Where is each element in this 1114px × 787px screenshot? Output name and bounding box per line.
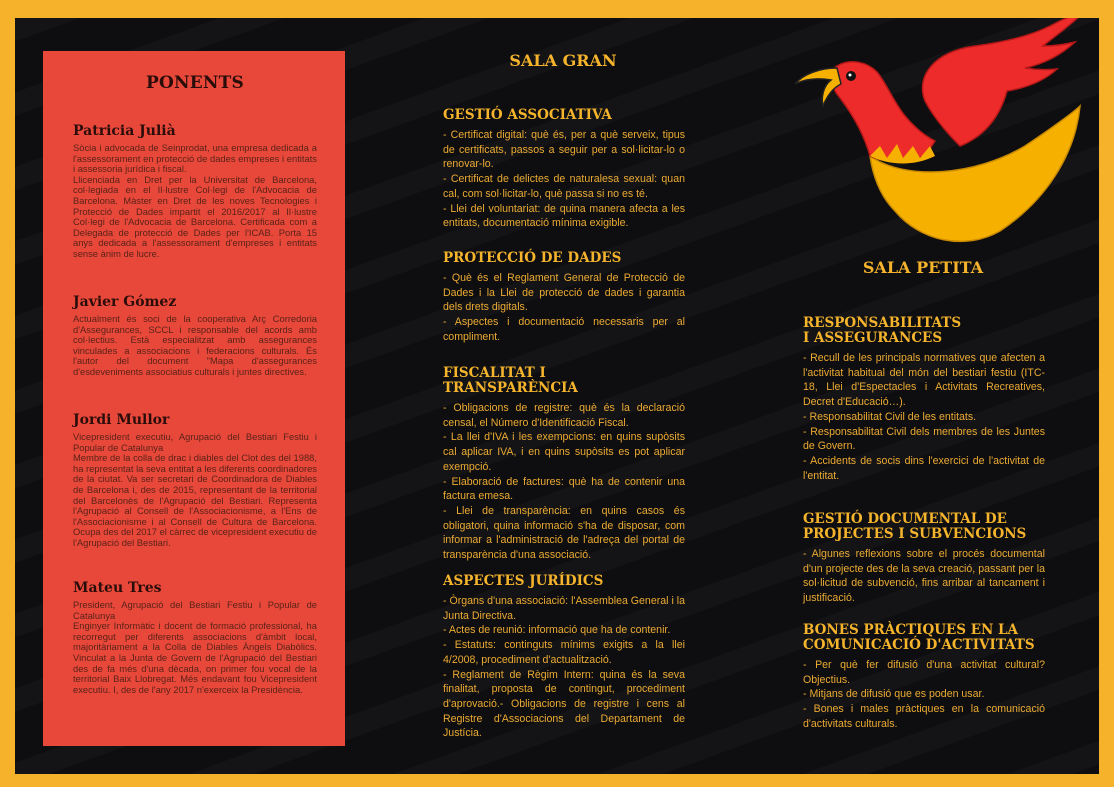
section-heading: PROTECCIÓ DE DADES (443, 250, 622, 266)
section-responsabilitats (803, 316, 1045, 483)
section-body: - Certificat digital: què és, per a què serveix, tipus de certificats, passos a seguir per a sol·licitar-lo o renovar-lo. - Certificat de delictes de naturalesa sexual: quan cal, com sol·licitar-lo, què passa si no es té. - Llei del voluntariat: de quina manera afecta a les entitats, documentació mínima exigible. (443, 129, 685, 230)
speaker-bio: Sòcia i advocada de Seinprodat, una empresa dedicada a l'assessorament en protecció de dades empreses i entitats i assessoria jurídica i fiscal. Llicenciada en Dret per la Universitat de Barcelona, col·legiada en el Il·lustre Col·legi de l'Advocacia de Barcelona. Màster en Dret de les noves Tecnologies i Protecció de Dades impartit el 2016/2017 al Il·lustre Col·legi de l'Advocacia de Barcelona. Certificada com a Delegada de protecció de Dades per l'ICAB. Porta 15 anys dedicada a l'assessorament d'empreses i entitats sense ànim de lucre. (73, 142, 317, 259)
section-body: - Obligacions de registre: què és la declaració censal, el Número d'Identificació Fiscal. - La llei d'IVA i les exempcions: en quins supòsits cal aplicar IVA, i en quins supòsits es pot aplicar exempció. - Elaboració de factures: què ha de contenir una factura emesa. - Llei de transparència: en quins casos és obligatori, quina informació s'ha de disposar, com informar a l'administració de l'adreça del portal de transparència d'una associació. (443, 402, 685, 562)
section-bones-practiques (803, 623, 1045, 732)
section-proteccio-dades (443, 251, 685, 345)
ponents-title: PONENTS (146, 73, 244, 93)
speaker-block (73, 123, 317, 260)
section-heading: ASPECTES JURÍDICS (443, 573, 604, 589)
sala-gran-title: SALA GRAN (509, 51, 617, 70)
ponents-panel (43, 51, 345, 746)
speaker-bio: Vicepresident executiu, Agrupació del Bestiari Festiu i Popular de Catalunya Membre de la colla de drac i diables del Clot des del 1988, ha representat la seva entitat a les diferents coordinadores de la ciutat. Va ser secretari de Coordinadora de Diables de Barcelona i, des de 2015, representant de la territorial del Barcelonès de l'Agrupació del Bestiari. Representa l'Agrupació al Consell de l'Associacionisme, a l'Ens de l'Associacionisme i al Consell de Cultura de Barcelona. Ocupa des del 2017 el càrrec de vicepresident executiu de l'Agrupació del Bestiari. (73, 431, 317, 548)
sala-petita-title: SALA PETITA (862, 258, 984, 277)
section-heading: GESTIÓ ASSOCIATIVA (443, 107, 612, 123)
speaker-name: Patricia Julià (73, 123, 176, 139)
section-body: - Per què fer difusió d'una activitat cultural? Objectius. - Mitjans de difusió que es poden usar. - Bones i males pràctiques en la comunicació d'activitats culturals. (803, 659, 1045, 730)
section-fiscalitat (443, 366, 685, 563)
speaker-block (73, 412, 317, 549)
brochure-sheet (15, 18, 1099, 774)
speaker-block (73, 294, 317, 378)
section-gestio-associativa (443, 108, 685, 231)
section-body: - Què és el Reglament General de Protecció de Dades i la Llei de protecció de dades i garantia dels drets digitals. - Aspectes i documentació necessaris per al compliment. (443, 272, 685, 343)
section-heading: RESPONSABILITATS I ASSEGURANCES (803, 315, 962, 346)
speaker-bio: President, Agrupació del Bestiari Festiu i Popular de Catalunya Enginyer Informàtic i docent de formació professional, ha recorregut per diferents associacions d'àmbit local, majoritàriament a la Colla de Diables Àngels Diabòlics. Vinculat a la Junta de Govern de l'Agrupació del Bestiari des de fa més d'una dècada, on primer fou vocal de la territorial Baix Llobregat. Més endavant fou Vicepresident executiu. I, des de l'any 2017 n'exerceix la Presidència. (73, 599, 317, 695)
section-body: - Òrgans d'una associació: l'Assemblea General i la Junta Directiva. - Actes de reunió: informació que ha de contenir. - Estatuts: continguts mínims exigits a la llei 4/2008, procediment d'actualització. - Reglament de Règim Intern: quina és la seva finalitat, proposta de contingut, procediment d'aprovació.- Obligacions de registre i cens al Registre d'Associacions del Departament de Justícia. (443, 595, 685, 740)
section-heading: BONES PRÀCTIQUES EN LA COMUNICACIÓ D'ACTIVITATS (803, 622, 1035, 653)
speaker-name: Mateu Tres (73, 580, 162, 596)
section-body: - Recull de les principals normatives que afecten a l'activitat habitual del món del bestiari festiu (ITC-18, Llei d'Espectacles i Activitats Recreatives, Decret d'Educació…). - Responsabilitat Civil de les entitats. - Responsabilitat Civil dels membres de les Juntes de Govern. - Accidents de socis dins l'exercici de l'activitat de l'entitat. (803, 352, 1045, 482)
section-heading: FISCALITAT I TRANSPARÈNCIA (443, 365, 578, 396)
speaker-name: Jordi Mullor (73, 412, 170, 428)
phoenix-bird-icon (775, 18, 1095, 246)
section-aspectes-juridics (443, 574, 685, 741)
speaker-block (73, 580, 317, 695)
speaker-bio: Actualment és soci de la cooperativa Arç Corredoria d'Assegurances, SCCL i responsable del acords amb col·lectius. Està especialitzat amb assegurances vinculades a associacions i federacions culturals. És l'autor del document "Mapa d'assegurances d'esdeveniments associatius culturals i juntes directives. (73, 313, 317, 377)
section-body: - Algunes reflexions sobre el procés documental d'un projecte des de la seva creació, passant per la sol·licitud de subvenció, fins arribar al tancament i justificació. (803, 548, 1045, 605)
speaker-name: Javier Gómez (73, 294, 177, 310)
section-heading: GESTIÓ DOCUMENTAL DE PROJECTES I SUBVENCIONS (803, 511, 1027, 542)
section-gestio-documental (803, 512, 1045, 606)
